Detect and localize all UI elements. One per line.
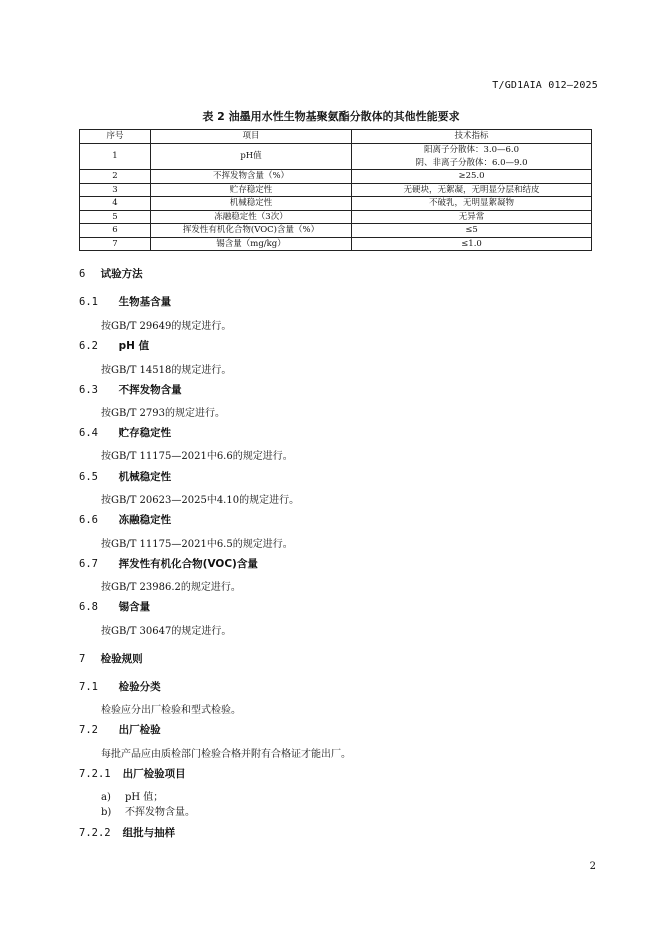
section-7-1-heading — [79, 679, 161, 694]
section-number: 6 — [79, 268, 86, 280]
section-6-1-heading — [79, 294, 171, 309]
section-number: 7.2.2 — [79, 827, 111, 839]
section-number: 6.4 — [79, 427, 98, 439]
cell-spec: 无异常 — [352, 210, 592, 224]
cell-no: 1 — [80, 144, 151, 170]
section-6-2-text: 按GB/T 14518的规定进行。 — [101, 365, 232, 376]
performance-table — [79, 129, 592, 251]
table-row — [80, 210, 592, 224]
section-6-2-heading — [79, 338, 149, 353]
section-title: 检验规则 — [100, 653, 143, 665]
section-title: 挥发性有机化合物(VOC)含量 — [118, 558, 258, 570]
section-6-8-text: 按GB/T 30647的规定进行。 — [101, 626, 232, 637]
section-6-heading — [79, 266, 143, 281]
section-7-2-heading — [79, 722, 161, 737]
section-title: 冻融稳定性 — [118, 514, 172, 526]
section-number: 7 — [79, 653, 86, 665]
section-7-1-text: 检验应分出厂检验和型式检验。 — [101, 705, 241, 716]
page-number: 2 — [589, 861, 596, 872]
table-row — [80, 197, 592, 211]
header-no: 序号 — [80, 130, 151, 144]
section-number: 7.1 — [79, 681, 98, 693]
cell-no: 7 — [80, 237, 151, 251]
section-title: 出厂检验 — [118, 724, 161, 736]
cell-no: 5 — [80, 210, 151, 224]
table-title: 表 2 油墨用水性生物基聚氨酯分散体的其他性能要求 — [202, 110, 460, 123]
cell-no: 6 — [80, 224, 151, 238]
table-row — [80, 237, 592, 251]
section-6-5-heading — [79, 469, 171, 484]
section-6-5-text: 按GB/T 20623—2025中4.10的规定进行。 — [101, 495, 300, 506]
cell-no: 2 — [80, 170, 151, 184]
cell-item: 机械稳定性 — [151, 197, 352, 211]
section-number: 6.7 — [79, 558, 98, 570]
cell-spec — [352, 144, 592, 170]
section-7-2-2-heading — [79, 825, 175, 840]
spec-line: 阴、非离子分散体：6.0—9.0 — [415, 157, 528, 168]
cell-spec: ≥25.0 — [352, 170, 592, 184]
section-6-6-text: 按GB/T 11175—2021中6.5的规定进行。 — [101, 539, 293, 550]
section-title: 试验方法 — [100, 268, 143, 280]
section-number: 7.2 — [79, 724, 98, 736]
list-marker: b) — [101, 807, 112, 818]
section-title: 机械稳定性 — [118, 471, 172, 483]
cell-no: 3 — [80, 183, 151, 197]
table-row — [80, 224, 592, 238]
table-row — [80, 183, 592, 197]
section-title: 生物基含量 — [118, 296, 172, 308]
cell-no: 4 — [80, 197, 151, 211]
section-6-3-text: 按GB/T 2793的规定进行。 — [101, 408, 226, 419]
section-7-2-text: 每批产品应由质检部门检验合格并附有合格证才能出厂。 — [101, 749, 351, 760]
section-title: 组批与抽样 — [122, 827, 176, 839]
header-spec: 技术指标 — [352, 130, 592, 144]
cell-item: 不挥发物含量（%） — [151, 170, 352, 184]
cell-spec: 不破乳，无明显絮凝物 — [352, 197, 592, 211]
list-text: 不挥发物含量。 — [125, 807, 195, 818]
section-title: 不挥发物含量 — [118, 384, 182, 396]
section-number: 6.2 — [79, 340, 98, 352]
document-code: T/GD1AIA 012—2025 — [492, 80, 598, 91]
cell-item: 冻融稳定性（3次） — [151, 210, 352, 224]
section-7-2-1-heading — [79, 766, 186, 781]
cell-spec: 无硬块，无絮凝，无明显分层和结皮 — [352, 183, 592, 197]
section-6-1-text: 按GB/T 29649的规定进行。 — [101, 321, 232, 332]
section-number: 6.3 — [79, 384, 98, 396]
table-header-row — [80, 130, 592, 144]
list-marker: a) — [101, 792, 111, 803]
cell-item: pH值 — [151, 144, 352, 170]
section-title: pH 值 — [118, 340, 150, 352]
section-number: 6.6 — [79, 514, 98, 526]
table-row — [80, 144, 592, 170]
section-6-7-heading — [79, 556, 258, 571]
section-6-4-heading — [79, 425, 171, 440]
list-item — [101, 788, 163, 803]
section-7-heading — [79, 651, 143, 666]
spec-line: 阳离子分散体：3.0—6.0 — [423, 145, 520, 155]
section-title: 检验分类 — [118, 681, 161, 693]
cell-spec: ≤5 — [352, 224, 592, 238]
section-title: 出厂检验项目 — [122, 768, 186, 780]
section-number: 6.8 — [79, 601, 98, 613]
section-number: 6.5 — [79, 471, 98, 483]
cell-spec: ≤1.0 — [352, 237, 592, 251]
table-row — [80, 170, 592, 184]
section-6-8-heading — [79, 599, 150, 614]
cell-item: 锡含量（mg/kg） — [151, 237, 352, 251]
section-6-6-heading — [79, 512, 171, 527]
section-title: 锡含量 — [118, 601, 151, 613]
section-6-3-heading — [79, 382, 182, 397]
list-item — [101, 803, 195, 818]
section-number: 6.1 — [79, 296, 98, 308]
section-6-7-text: 按GB/T 23986.2的规定进行。 — [101, 582, 241, 593]
section-title: 贮存稳定性 — [118, 427, 172, 439]
section-6-4-text: 按GB/T 11175—2021中6.6的规定进行。 — [101, 451, 293, 462]
header-item: 项目 — [151, 130, 352, 144]
cell-item: 挥发性有机化合物(VOC)含量（%） — [151, 224, 352, 238]
section-number: 7.2.1 — [79, 768, 111, 780]
list-text: pH 值； — [125, 792, 164, 803]
cell-item: 贮存稳定性 — [151, 183, 352, 197]
